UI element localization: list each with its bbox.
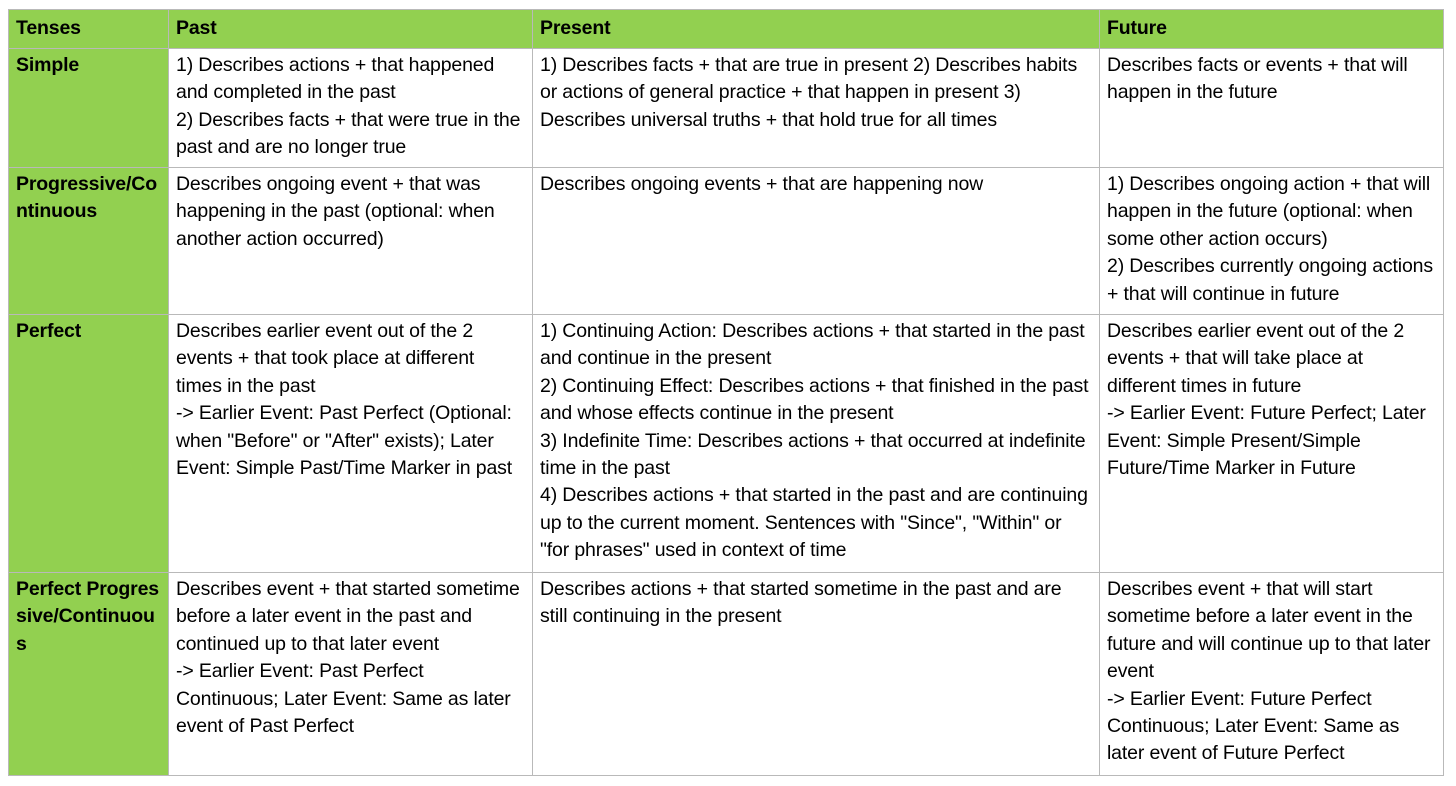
cell-line: Describes actions + that started sometime in the past and are still continuing in the present bbox=[540, 578, 1062, 628]
cell-simple-past bbox=[169, 49, 533, 168]
cell-line: 3) Describes universal truths + that hold true for all times bbox=[540, 81, 1021, 131]
cell-line: Describes earlier event out of the 2 events + that will take place at different times in future bbox=[1107, 320, 1405, 397]
header-present: Present bbox=[533, 10, 1100, 49]
cell-simple-future bbox=[1100, 49, 1444, 168]
cell-line: 4) Describes actions + that started in the past and are continuing up to the current moment. Sentences with "Since", "Within" or "for phrases" used in context of time bbox=[540, 484, 1088, 562]
table-row-progressive bbox=[9, 168, 1444, 315]
cell-line: 3) Indefinite Time: Describes actions + that occurred at indefinite time in the past bbox=[540, 429, 1086, 480]
header-tenses: Tenses bbox=[9, 10, 169, 49]
tenses-table-container bbox=[8, 9, 1444, 776]
header-row bbox=[9, 10, 1444, 49]
row-label-perfect: Perfect bbox=[9, 315, 169, 573]
table-row-perfect bbox=[9, 315, 1444, 573]
cell-line: 2) Continuing Effect: Describes actions + that finished in the past and whose effects continue in the present bbox=[540, 374, 1089, 425]
cell-line: -> Earlier Event: Future Perfect; Later Event: Simple Present/Simple Future/Time Marker in Future bbox=[1107, 402, 1426, 480]
cell-line: Describes earlier event out of the 2 events + that took place at different times in the past bbox=[176, 320, 475, 397]
cell-line: 1) Continuing Action: Describes actions + that started in the past and continue in the present bbox=[540, 320, 1085, 370]
cell-line: 2) Describes currently ongoing actions + that will continue in future bbox=[1107, 255, 1433, 305]
cell-perfect-present bbox=[533, 315, 1100, 573]
cell-line: -> Earlier Event: Past Perfect Continuous; Later Event: Same as later event of Past Perfect bbox=[176, 660, 511, 738]
cell-line: 1) Describes ongoing action + that will happen in the future (optional: when some other action occurs) bbox=[1107, 173, 1431, 250]
cell-simple-present bbox=[533, 49, 1100, 168]
cell-perfect-progressive-past bbox=[169, 573, 533, 776]
cell-perfect-future bbox=[1100, 315, 1444, 573]
table-row-perfect-progressive bbox=[9, 573, 1444, 776]
tenses-table bbox=[8, 9, 1444, 776]
cell-line: Describes ongoing events + that are happening now bbox=[540, 173, 984, 195]
cell-line: -> Earlier Event: Past Perfect (Optional: when "Before" or "After" exists); Later Event: Simple Past/Time Marker in past bbox=[176, 402, 513, 480]
header-past: Past bbox=[169, 10, 533, 49]
cell-line: Describes facts or events + that will happen in the future bbox=[1107, 54, 1408, 104]
cell-line: 1) Describes actions + that happened and completed in the past bbox=[176, 54, 495, 104]
row-label-simple: Simple bbox=[9, 49, 169, 168]
cell-perfect-past bbox=[169, 315, 533, 573]
cell-line: Describes event + that started sometime before a later event in the past and continued up to that later event bbox=[176, 578, 520, 655]
cell-progressive-past bbox=[169, 168, 533, 315]
cell-progressive-future bbox=[1100, 168, 1444, 315]
cell-line: 2) Describes habits or actions of general practice + that happen in present bbox=[540, 54, 1078, 104]
row-label-progressive: Progressive/Continuous bbox=[9, 168, 169, 315]
cell-line: Describes event + that will start sometime before a later event in the future and will continue up to that later event bbox=[1107, 578, 1431, 683]
table-row-simple bbox=[9, 49, 1444, 168]
cell-line: -> Earlier Event: Future Perfect Continuous; Later Event: Same as later event of Future Perfect bbox=[1107, 687, 1400, 765]
header-future: Future bbox=[1100, 10, 1444, 49]
cell-line: Describes ongoing event + that was happening in the past (optional: when another action occurred) bbox=[176, 173, 495, 250]
cell-perfect-progressive-future bbox=[1100, 573, 1444, 776]
cell-line: 2) Describes facts + that were true in the past and are no longer true bbox=[176, 108, 521, 159]
cell-progressive-present bbox=[533, 168, 1100, 315]
row-label-perfect-progressive: Perfect Progressive/Continuous bbox=[9, 573, 169, 776]
cell-line: 1) Describes facts + that are true in present bbox=[540, 54, 913, 76]
cell-perfect-progressive-present bbox=[533, 573, 1100, 776]
